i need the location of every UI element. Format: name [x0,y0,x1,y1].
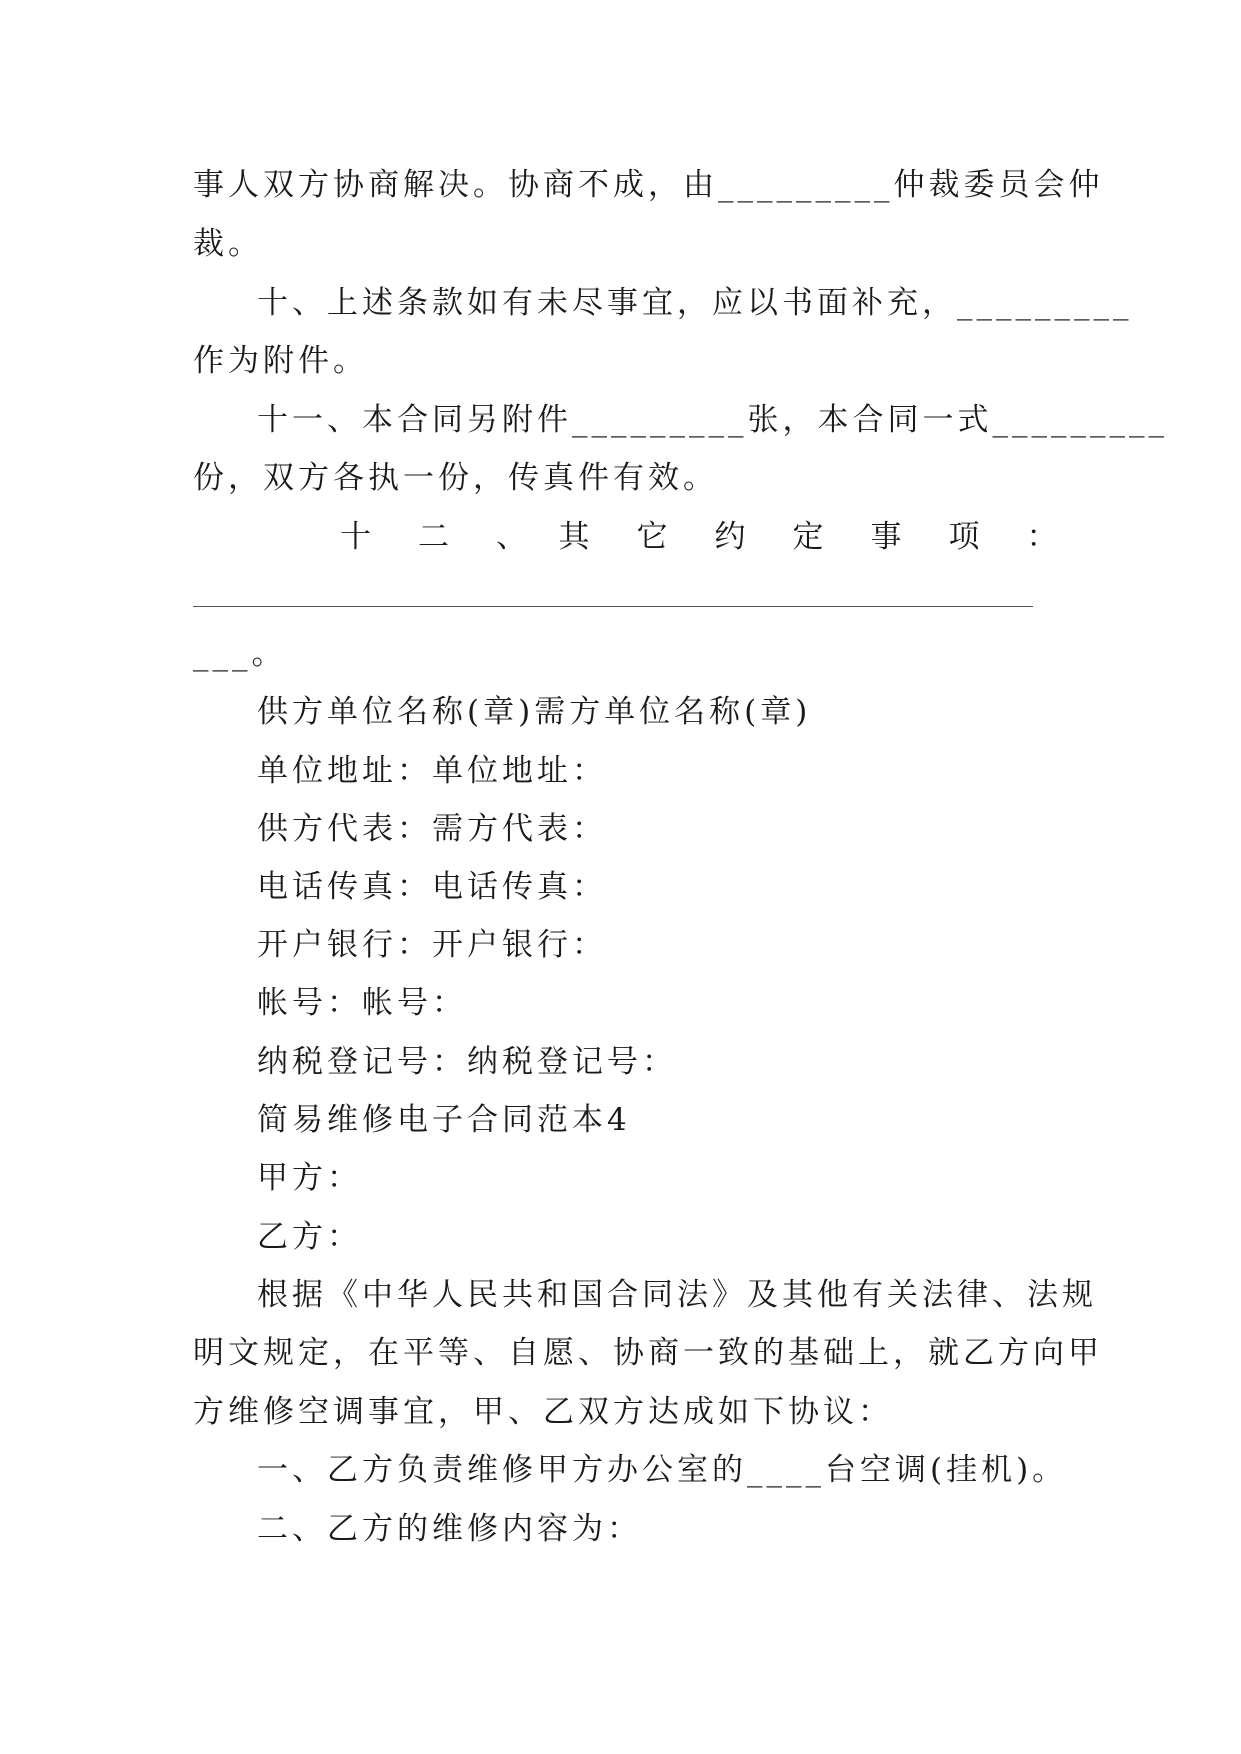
section-heading: 十 二 、 其 它 约 定 事 项 ： [340,519,1066,555]
text-line: 份，双方各执一份，传真件有效。 [193,460,718,496]
text-line: 供方代表：需方代表： [257,811,607,847]
text-line: 帐号：帐号： [257,985,467,1021]
text-line: 乙方： [257,1219,362,1255]
text-line: 单位地址：单位地址： [257,753,607,789]
text-line: 根据《中华人民共和国合同法》及其他有关法律、法规 [257,1277,1097,1313]
text-line: 裁。 [193,226,263,262]
text-line: 甲方： [257,1160,362,1196]
text-line: 纳税登记号：纳税登记号： [257,1044,677,1080]
text-line: ___。 [193,636,287,672]
text-line: 开户银行：开户银行： [257,927,607,963]
text-line: 作为附件。 [193,343,368,379]
text-line: 二、乙方的维修内容为： [257,1511,642,1547]
text-line: 十一、本合同另附件_________张，本合同一式_________ [257,402,1168,438]
text-line: 明文规定，在平等、自愿、协商一致的基础上，就乙方向甲 [193,1335,1103,1371]
document-title: 简易维修电子合同范本4 [257,1102,631,1138]
text-line: 十、上述条款如有未尽事宜，应以书面补充，_________ [257,285,1133,321]
text-line: 一、乙方负责维修甲方办公室的____台空调(挂机)。 [257,1452,1068,1488]
text-line: 供方单位名称(章)需方单位名称(章) [257,694,812,730]
text-line: 事人双方协商解决。协商不成，由_________仲裁委员会仲 [193,167,1104,203]
text-line: 方维修空调事宜，甲、乙双方达成如下协议： [193,1394,893,1430]
blank-underline [193,606,1033,607]
text-line: 电话传真：电话传真： [257,869,607,905]
